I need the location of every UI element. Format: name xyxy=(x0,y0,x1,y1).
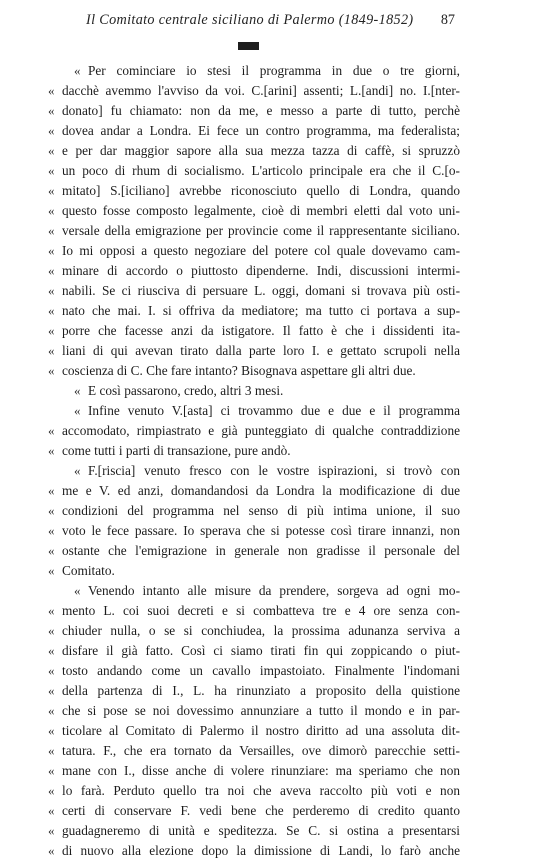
line-text: come tutti i parti di transazione, pure andò. xyxy=(62,443,291,458)
line-text: di nuovo alla elezione dopo la dimissione di Landi, lo farò anche xyxy=(62,843,460,858)
page-number: 87 xyxy=(440,12,455,28)
text-line xyxy=(48,361,460,381)
quote-mark: « xyxy=(48,243,55,258)
line-text: coscienza di C. Che fare intanto? Bisognava aspettare gli altri due. xyxy=(62,363,416,378)
line-text: nato che mai. I. si offriva da mediatore; ma tutto ci portava a sup- xyxy=(62,303,460,318)
quote-mark: « xyxy=(48,643,55,658)
quote-mark: « xyxy=(48,623,55,638)
line-text: disfare il già fatto. Così ci siamo tirati fin qui zoppicando o piut- xyxy=(62,643,460,658)
quote-mark: « xyxy=(48,843,55,858)
text-line xyxy=(48,501,460,521)
line-text: tosto andando come un cavallo impastoiato. Finalmente l'indomani xyxy=(62,663,460,678)
text-line xyxy=(48,181,460,201)
line-text: versale della emigrazione per provincie come il rappresentante siciliano. xyxy=(62,223,460,238)
text-line xyxy=(48,641,460,661)
text-line xyxy=(62,381,460,401)
text-line xyxy=(48,761,460,781)
quote-mark: « xyxy=(48,783,55,798)
line-text: guadagneremo di unità e speditezza. Se C. si ostina a presentarsi xyxy=(62,823,460,838)
quote-mark: « xyxy=(48,303,55,318)
line-text: donato] fu chiamato: non da me, e messo a parte di tutto, perchè xyxy=(62,103,460,118)
quote-mark: « xyxy=(48,523,55,538)
text-line xyxy=(48,601,460,621)
text-line xyxy=(48,701,460,721)
text-line xyxy=(48,421,460,441)
line-text: lo farà. Perduto quello tra noi che aveva raccolto più voti e non xyxy=(62,783,460,798)
quote-mark: « xyxy=(48,143,55,158)
line-text: minare di accordo o piuttosto dipenderne. Indi, discussioni intermi- xyxy=(62,263,460,278)
quote-mark: « xyxy=(48,703,55,718)
quote-mark: « xyxy=(48,443,55,458)
quote-mark: « xyxy=(48,363,55,378)
quote-mark: « xyxy=(48,663,55,678)
text-line xyxy=(48,101,460,121)
text-line xyxy=(48,201,460,221)
text-line xyxy=(48,341,460,361)
quote-mark: « xyxy=(48,483,55,498)
quote-mark: « xyxy=(48,683,55,698)
line-text: certi di conservare F. vedi bene che perderemo di credito quanto xyxy=(62,803,460,818)
quote-mark: « xyxy=(48,123,55,138)
text-line xyxy=(48,321,460,341)
line-text: Comitato. xyxy=(62,563,115,578)
line-text: Io mi opposi a questo negoziare del potere col quale dovevamo cam- xyxy=(62,243,460,258)
text-line xyxy=(48,661,460,681)
text-line xyxy=(48,741,460,761)
quote-mark: « xyxy=(48,563,55,578)
line-text: me e V. ed anzi, domandandosi da Londra la modificazione di due xyxy=(62,483,460,498)
quote-mark: « xyxy=(48,763,55,778)
line-text: chiuder nulla, o se si conchiudea, la prossima adunanza serviva a xyxy=(62,623,460,638)
quote-mark: « xyxy=(48,203,55,218)
line-text: che si pose se noi dovessimo annunziare a tutto il mondo e in par- xyxy=(62,703,460,718)
line-text: F.[riscia] venuto fresco con le vostre ispirazioni, si trovò con xyxy=(88,463,460,478)
line-text: Per cominciare io stesi il programma in due o tre giorni, xyxy=(88,63,460,78)
line-text: dovea andar a Londra. Ei fece un contro programma, ma federalista; xyxy=(62,123,460,138)
line-text: mento L. coi suoi decreti e si combatteva tre e 4 ore senza con- xyxy=(62,603,460,618)
text-line xyxy=(48,441,460,461)
quote-mark: « xyxy=(48,183,55,198)
text-line xyxy=(48,841,460,861)
quote-mark: « xyxy=(48,83,55,98)
line-text: mane con I., disse anche di volere rinunziare: ma speriamo che non xyxy=(62,763,460,778)
text-line xyxy=(48,241,460,261)
running-head xyxy=(86,12,546,29)
line-text: questo fosse composto legalmente, cioè di membri eletti dal voto uni- xyxy=(62,203,460,218)
line-text: Venendo intanto alle misure da prendere, sorgeva ad ogni mo- xyxy=(88,583,460,598)
line-text: porre che facesse anzi da istigatore. Il fatto è che i dissidenti ita- xyxy=(62,323,460,338)
text-line xyxy=(48,301,460,321)
quote-mark: « xyxy=(74,583,81,598)
text-line xyxy=(48,81,460,101)
line-text: un poco di rhum di socialismo. L'articolo principale era che il C.[o- xyxy=(62,163,460,178)
quote-mark: « xyxy=(48,603,55,618)
text-line xyxy=(48,261,460,281)
line-text: dacchè avemmo l'avviso da voi. C.[arini] assenti; L.[andi] no. I.[nter- xyxy=(62,83,460,98)
line-text: della partenza di I., L. ha rinunziato a proposito della quistione xyxy=(62,683,460,698)
line-text: condizioni del programma nel senso di più intima unione, il suo xyxy=(62,503,460,518)
line-text: voto le fece passare. Io sperava che si potesse così tirare innanzi, non xyxy=(62,523,460,538)
line-text: accomodato, rimpiastrato e già punteggiato di qualche contraddizione xyxy=(62,423,460,438)
text-line xyxy=(48,141,460,161)
text-line xyxy=(48,821,460,841)
quote-mark: « xyxy=(48,503,55,518)
quote-mark: « xyxy=(48,263,55,278)
text-line xyxy=(62,581,460,601)
line-text: ostante che l'emigrazione in generale non gradisse il personale del xyxy=(62,543,460,558)
text-line xyxy=(48,481,460,501)
line-text: nabili. Se ci riusciva di persuare L. oggi, domani si trovava più osti- xyxy=(62,283,460,298)
quote-mark: « xyxy=(74,383,81,398)
quote-mark: « xyxy=(48,323,55,338)
quote-mark: « xyxy=(48,423,55,438)
quote-mark: « xyxy=(48,283,55,298)
quote-mark: « xyxy=(74,403,81,418)
text-line xyxy=(48,281,460,301)
line-text: ticolare al Comitato di Palermo il nostro diritto ad una assoluta dit- xyxy=(62,723,460,738)
text-line xyxy=(48,561,460,581)
line-text: e per dar maggior sapore alla sua mezza tazza di caffè, si spruzzò xyxy=(62,143,460,158)
quote-mark: « xyxy=(48,543,55,558)
quote-mark: « xyxy=(48,343,55,358)
text-line xyxy=(48,121,460,141)
text-line xyxy=(62,61,460,81)
running-title: Il Comitato centrale siciliano di Palermo (1849-1852) xyxy=(86,12,414,28)
line-text: Infine venuto V.[asta] ci trovammo due e due e il programma xyxy=(88,403,460,418)
quote-mark: « xyxy=(48,163,55,178)
line-text: E così passarono, credo, altri 3 mesi. xyxy=(88,383,284,398)
text-line xyxy=(48,221,460,241)
body-text xyxy=(48,61,460,861)
quote-mark: « xyxy=(48,103,55,118)
quote-mark: « xyxy=(48,723,55,738)
quote-mark: « xyxy=(48,803,55,818)
text-line xyxy=(48,161,460,181)
text-line xyxy=(48,681,460,701)
text-line xyxy=(62,401,460,421)
line-text: mitato] S.[iciliano] avrebbe riconosciuto quello di Londra, quando xyxy=(62,183,460,198)
line-text: tatura. F., che era tornato da Versailles, ove dimorò parecchie setti- xyxy=(62,743,460,758)
quote-mark: « xyxy=(74,463,81,478)
printer-mark xyxy=(238,42,259,50)
text-line xyxy=(48,521,460,541)
quote-mark: « xyxy=(48,743,55,758)
quote-mark: « xyxy=(48,223,55,238)
text-line xyxy=(48,781,460,801)
text-line xyxy=(48,721,460,741)
quote-mark: « xyxy=(48,823,55,838)
text-line xyxy=(48,621,460,641)
text-line xyxy=(48,541,460,561)
text-line xyxy=(62,461,460,481)
text-line xyxy=(48,801,460,821)
quote-mark: « xyxy=(74,63,81,78)
line-text: liani di qui avevan tirato dalla parte loro I. e gettato scrupoli nella xyxy=(62,343,460,358)
